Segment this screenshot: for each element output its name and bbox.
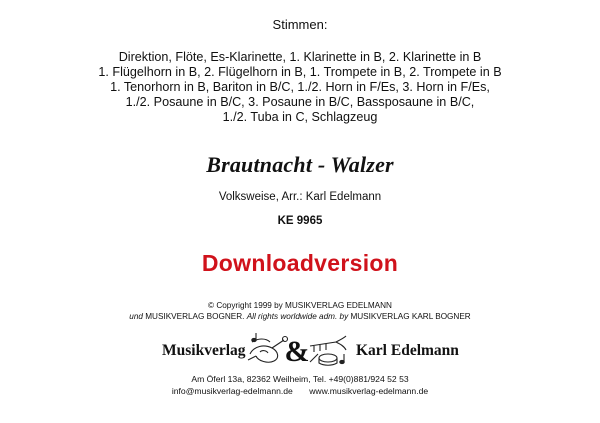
parts-heading: Stimmen:	[272, 17, 328, 32]
copyright-notice	[0, 300, 600, 322]
svg-text:&: &	[284, 335, 310, 368]
copyright-line: © Copyright 1999 by MUSIKVERLAG EDELMANN	[208, 301, 392, 310]
parts-line: Direktion, Flöte, Es-Klarinette, 1. Klarinette in B, 2. Klarinette in B	[118, 50, 482, 64]
publisher-address	[0, 373, 600, 397]
parts-line: 1. Flügelhorn in B, 2. Flügelhorn in B, 1. Trompete in B, 2. Trompete in B	[98, 65, 502, 79]
parts-list	[0, 50, 600, 125]
copyright-line	[0, 311, 600, 322]
parts-line: 1./2. Tuba in C, Schlagzeug	[222, 110, 378, 124]
logo-right-text: Karl Edelmann	[356, 342, 459, 359]
contact-line	[0, 385, 600, 397]
copyright-italic: und	[129, 312, 143, 321]
music-instruments-ampersand-emblem-icon	[244, 332, 350, 368]
logo-left-text: Musikverlag	[162, 342, 246, 359]
publisher-logo	[0, 332, 600, 368]
copyright-text: MUSIKVERLAG KARL BOGNER	[348, 312, 471, 321]
piece-title: Brautnacht - Walzer	[206, 152, 394, 177]
website-link[interactable]: www.musikverlag-edelmann.de	[309, 386, 429, 396]
address-line: Am Öferl 13a, 82362 Weilheim, Tel. +49(0)881/924 52 53	[191, 374, 409, 384]
arrangement-credit: Volksweise, Arr.: Karl Edelmann	[218, 191, 382, 203]
parts-line: 1. Tenorhorn in B, Bariton in B/C, 1./2. Horn in F/Es, 3. Horn in F/Es,	[110, 80, 490, 94]
edition-banner: Downloadversion	[201, 250, 399, 276]
email-link[interactable]: info@musikverlag-edelmann.de	[171, 386, 293, 396]
copyright-text: MUSIKVERLAG BOGNER.	[142, 312, 247, 321]
copyright-italic: All rights worldwide adm. by	[246, 312, 349, 321]
parts-line: 1./2. Posaune in B/C, 3. Posaune in B/C, Bassposaune in B/C,	[125, 95, 475, 109]
catalog-number: KE 9965	[277, 215, 323, 227]
